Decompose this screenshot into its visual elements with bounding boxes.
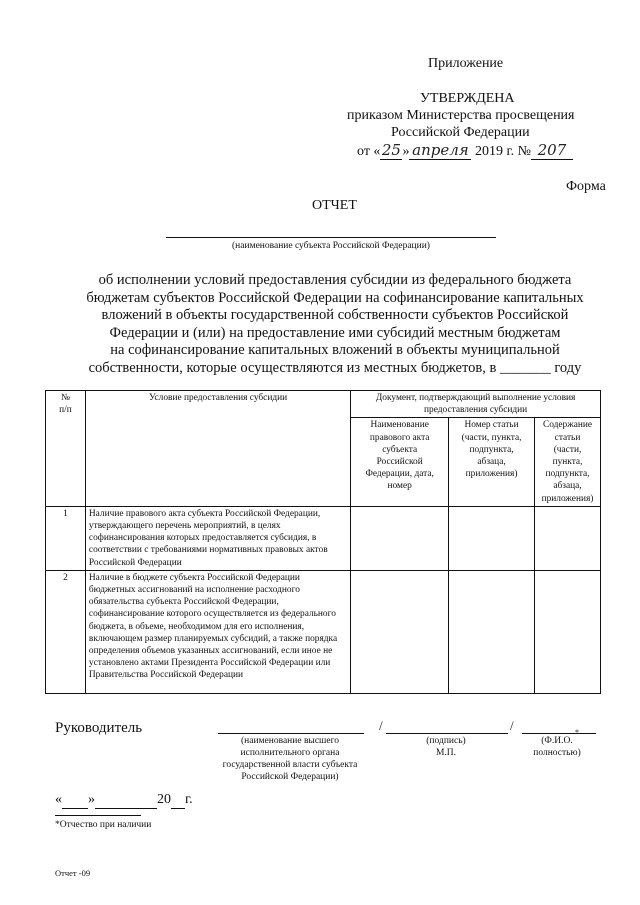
header-condition: Условие предоставления субсидии	[85, 391, 350, 507]
description-line: бюджетам субъектов Российской Федерации на софинансирование капитальных	[86, 289, 584, 306]
date-mid: »	[402, 144, 410, 159]
header-num: № п/п	[46, 391, 86, 507]
row-num: 1	[46, 506, 86, 570]
slash-2: /	[510, 718, 514, 733]
head-label: Руководитель	[55, 720, 143, 736]
position-caption: (наименование высшего исполнительного органа государственной власти субъекта Российской Федерации)	[222, 736, 358, 782]
subject-caption: (наименование субъекта Российской Федерации)	[232, 241, 430, 251]
footer-code: Отчет -09	[55, 868, 91, 878]
year-blank: _______	[499, 359, 551, 376]
fio-line	[522, 733, 596, 734]
signature-line	[386, 733, 508, 734]
subject-name-line	[166, 237, 496, 238]
approved-label: УТВЕРЖДЕНА	[420, 91, 515, 106]
handwritten-month: апреля	[409, 142, 471, 160]
position-line	[218, 733, 364, 734]
handwritten-day: 25	[381, 141, 401, 159]
description-line: на софинансирование капитальных вложений в объекты муниципальной	[110, 342, 560, 358]
row-condition: Наличие правового акта субъекта Российской Федерации, утверждающего перечень мероприятий, в целях софинансирования которых предоставляется субсидия, в соответствии с требованиями нормативных правовых актов Российской Федерации	[85, 506, 350, 570]
description-line: Федерации и (или) на предоставление ими субсидий местным бюджетам	[109, 324, 561, 341]
order-line-1: приказом Министерства просвещения	[347, 108, 575, 123]
form-label: Форма	[566, 179, 606, 194]
row-num: 2	[46, 570, 86, 693]
description-last-line: собственности, которые осуществляются из местных бюджетов, в _______ году	[88, 359, 582, 376]
footnote-separator	[55, 815, 141, 816]
year-word: году	[554, 359, 582, 376]
table-row	[46, 506, 601, 570]
row-article-content-cell	[535, 570, 601, 693]
report-description	[70, 272, 600, 377]
description-line: об исполнении условий предоставления субсидии из федерального бюджета	[98, 272, 572, 288]
report-title: ОТЧЕТ	[312, 198, 357, 213]
header-article-content: Содержание статьи (части, пункта, подпункта, абзаца, приложения)	[535, 418, 601, 506]
description-line: вложений в объекты государственной собственности субъектов Российской	[101, 307, 569, 323]
header-document: Документ, подтверждающий выполнение условия предоставления субсидии	[351, 391, 601, 418]
fio-footnote-mark: *	[575, 728, 579, 737]
stamp-label: М.П.	[435, 748, 457, 758]
row-legal-act-cell	[351, 570, 449, 693]
row-legal-act-cell	[351, 506, 449, 570]
signature-caption: (подпись)	[426, 736, 466, 746]
order-line-2: Российской Федерации	[391, 125, 530, 140]
conditions-table	[45, 390, 601, 694]
table-row	[46, 570, 601, 693]
order-date-line	[357, 142, 573, 160]
row-article-number-cell	[449, 570, 535, 693]
footnote: *Отчество при наличии	[55, 820, 152, 830]
fio-caption: (Ф.И.О. полностью)	[533, 736, 581, 758]
date-prefix: от «	[357, 144, 381, 159]
date-year: 2019 г. №	[474, 144, 531, 159]
row-article-content-cell	[535, 506, 601, 570]
handwritten-number: 207	[531, 142, 573, 160]
row-article-number-cell	[449, 506, 535, 570]
report-date-line: « » 20 г.	[55, 792, 193, 807]
row-condition: Наличие в бюджете субъекта Российской Федерации бюджетных ассигнований на исполнение расходного обязательства субъекта Российской Федерации, софинансирование которого осуществляется из федерального бюджета, в объеме, необходимом для его исполнения, включающем размер планируемых субсидий, а также порядка определения объемов указанных ассигнований, если иное не установлено актами Президента Российской Федерации или Правительства Российской Федерации	[85, 570, 350, 693]
slash-1: /	[379, 718, 383, 733]
header-legal-act: Наименование правового акта субъекта Российской Федерации, дата, номер	[351, 418, 449, 506]
appendix-label: Приложение	[428, 56, 504, 71]
header-article-number: Номер статьи (части, пункта, подпункта, абзаца, приложения)	[449, 418, 535, 506]
